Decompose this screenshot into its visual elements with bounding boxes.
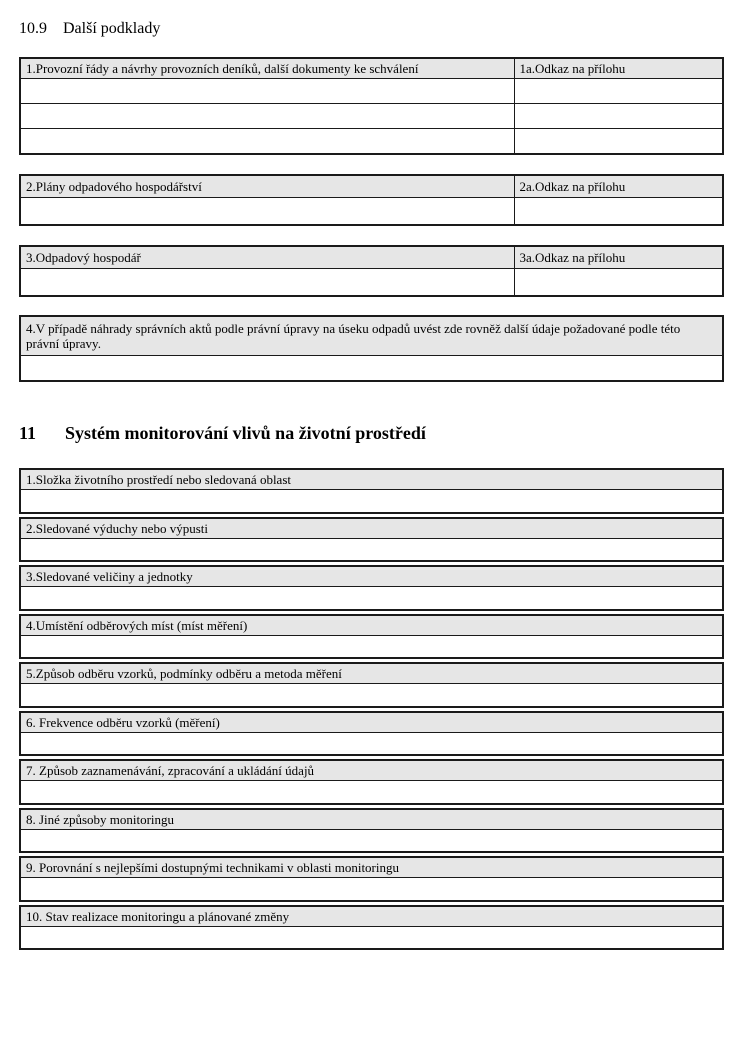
- table-empty-row: [20, 635, 723, 658]
- monitoring-table: [19, 711, 724, 757]
- podklady-tables-group: [19, 57, 724, 297]
- section-title: Další podklady: [63, 20, 161, 37]
- monitoring-table: [19, 614, 724, 660]
- field-cell[interactable]: [20, 587, 723, 610]
- table-header-row: [20, 316, 723, 356]
- attachment-label-cell: 1a.Odkaz na přílohu: [514, 58, 723, 79]
- note-table: [19, 315, 724, 383]
- section-number: 11: [19, 423, 37, 443]
- table-empty-row: [20, 490, 723, 513]
- item-label-cell: 10. Stav realizace monitoringu a plánované změny: [20, 906, 723, 927]
- monitoring-table: [19, 856, 724, 902]
- field-cell[interactable]: [20, 878, 723, 901]
- item-label-cell: 2.Sledované výduchy nebo výpusti: [20, 518, 723, 539]
- section-number: 10.9: [19, 20, 47, 37]
- table-header-row: [20, 809, 723, 830]
- section-heading-11: [19, 422, 724, 444]
- field-cell[interactable]: [20, 781, 723, 804]
- field-cell[interactable]: [20, 104, 514, 129]
- table-header-row: [20, 760, 723, 781]
- table-header-row: [20, 857, 723, 878]
- table-empty-row: [20, 355, 723, 381]
- field-cell[interactable]: [20, 490, 723, 513]
- podklady-table: [19, 174, 724, 226]
- section-heading-10-9: [19, 20, 724, 38]
- attachment-field-cell[interactable]: [514, 104, 723, 129]
- monitoring-table: [19, 517, 724, 563]
- table-empty-row: [20, 538, 723, 561]
- attachment-field-cell[interactable]: [514, 129, 723, 154]
- table-empty-row: [20, 878, 723, 901]
- table-header-row: [20, 469, 723, 490]
- monitoring-table: [19, 759, 724, 805]
- table-empty-row: [20, 781, 723, 804]
- item-label-cell: 7. Způsob zaznamenávání, zpracování a ukládání údajů: [20, 760, 723, 781]
- table-header-row: [20, 518, 723, 539]
- table-empty-row: [20, 587, 723, 610]
- podklady-table: [19, 245, 724, 297]
- field-cell[interactable]: [20, 635, 723, 658]
- table-header-row: [20, 663, 723, 684]
- table-header-row: [20, 566, 723, 587]
- table-header-row: [20, 175, 723, 198]
- note-table-group: [19, 315, 724, 383]
- monitoring-table: [19, 468, 724, 514]
- monitoring-table: [19, 662, 724, 708]
- field-cell[interactable]: [20, 926, 723, 949]
- table-header-row: [20, 615, 723, 636]
- field-cell[interactable]: [20, 198, 514, 225]
- attachment-label-cell: 3a.Odkaz na přílohu: [514, 246, 723, 269]
- table-empty-row: [20, 732, 723, 755]
- monitoring-table: [19, 905, 724, 951]
- attachment-field-cell[interactable]: [514, 269, 723, 296]
- item-label-cell: 4.V případě náhrady správních aktů podle právní úpravy na úseku odpadů uvést zde rovněž další údaje požadované podle této právní úpravy.: [20, 316, 723, 356]
- item-label-cell: 1.Složka životního prostředí nebo sledovaná oblast: [20, 469, 723, 490]
- item-label-cell: 3.Odpadový hospodář: [20, 246, 514, 269]
- item-label-cell: 3.Sledované veličiny a jednotky: [20, 566, 723, 587]
- table-empty-row: [20, 104, 723, 129]
- field-cell[interactable]: [20, 732, 723, 755]
- table-empty-row: [20, 129, 723, 154]
- field-cell[interactable]: [20, 269, 514, 296]
- table-header-row: [20, 712, 723, 733]
- table-empty-row: [20, 684, 723, 707]
- podklady-table: [19, 57, 724, 155]
- attachment-label-cell: 2a.Odkaz na přílohu: [514, 175, 723, 198]
- item-label-cell: 1.Provozní řády a návrhy provozních deníků, další dokumenty ke schválení: [20, 58, 514, 79]
- table-empty-row: [20, 198, 723, 225]
- section-title: Systém monitorování vlivů na životní prostředí: [65, 423, 426, 443]
- field-cell[interactable]: [20, 129, 514, 154]
- field-cell[interactable]: [20, 79, 514, 104]
- item-label-cell: 9. Porovnání s nejlepšími dostupnými technikami v oblasti monitoringu: [20, 857, 723, 878]
- table-empty-row: [20, 926, 723, 949]
- attachment-field-cell[interactable]: [514, 198, 723, 225]
- item-label-cell: 6. Frekvence odběru vzorků (měření): [20, 712, 723, 733]
- field-cell[interactable]: [20, 684, 723, 707]
- item-label-cell: 8. Jiné způsoby monitoringu: [20, 809, 723, 830]
- table-header-row: [20, 246, 723, 269]
- item-label-cell: 5.Způsob odběru vzorků, podmínky odběru a metoda měření: [20, 663, 723, 684]
- item-label-cell: 4.Umístění odběrových míst (míst měření): [20, 615, 723, 636]
- monitoring-table: [19, 808, 724, 854]
- table-header-row: [20, 58, 723, 79]
- table-empty-row: [20, 79, 723, 104]
- field-cell[interactable]: [20, 355, 723, 381]
- monitoring-tables-group: [19, 468, 724, 950]
- field-cell[interactable]: [20, 538, 723, 561]
- table-header-row: [20, 906, 723, 927]
- table-empty-row: [20, 829, 723, 852]
- monitoring-table: [19, 565, 724, 611]
- field-cell[interactable]: [20, 829, 723, 852]
- table-empty-row: [20, 269, 723, 296]
- attachment-field-cell[interactable]: [514, 79, 723, 104]
- item-label-cell: 2.Plány odpadového hospodářství: [20, 175, 514, 198]
